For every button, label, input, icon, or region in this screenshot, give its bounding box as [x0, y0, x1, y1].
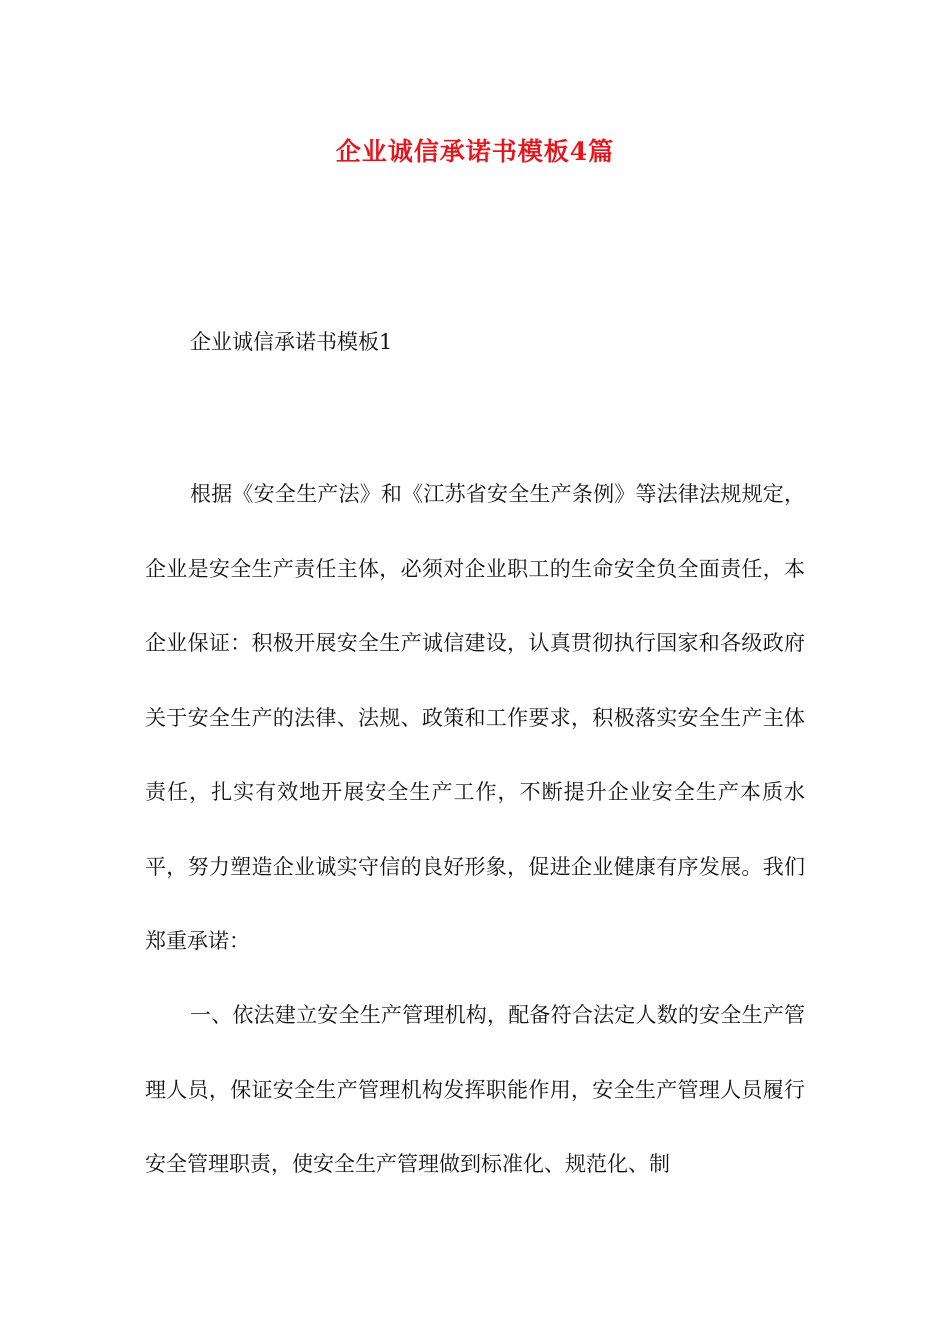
body-paragraph-2: 一、依法建立安全生产管理机构，配备符合法定人数的安全生产管理人员，保证安全生产管理机构发挥职能作用，安全生产管理人员履行安全管理职责，使安全生产管理做到标准化、规范化、制 [145, 1003, 805, 1176]
section-heading: 企业诚信承诺书模板1 [190, 330, 393, 354]
body-paragraph-1: 根据《安全生产法》和《江苏省安全生产条例》等法律法规规定，企业是安全生产责任主体，必须对企业职工的生命安全负全面责任，本企业保证：积极开展安全生产诚信建设，认真贯彻执行国家和各级政府关于安全生产的法律、法规、政策和工作要求，积极落实安全生产主体责任，扎实有效地开展安全生产工作，不断提升企业安全生产本质水平，努力塑造企业诚实守信的良好形象，促进企业健康有序发展。我们郑重承诺： [145, 482, 805, 953]
document-title: 企业诚信承诺书模板4篇 [335, 137, 615, 166]
